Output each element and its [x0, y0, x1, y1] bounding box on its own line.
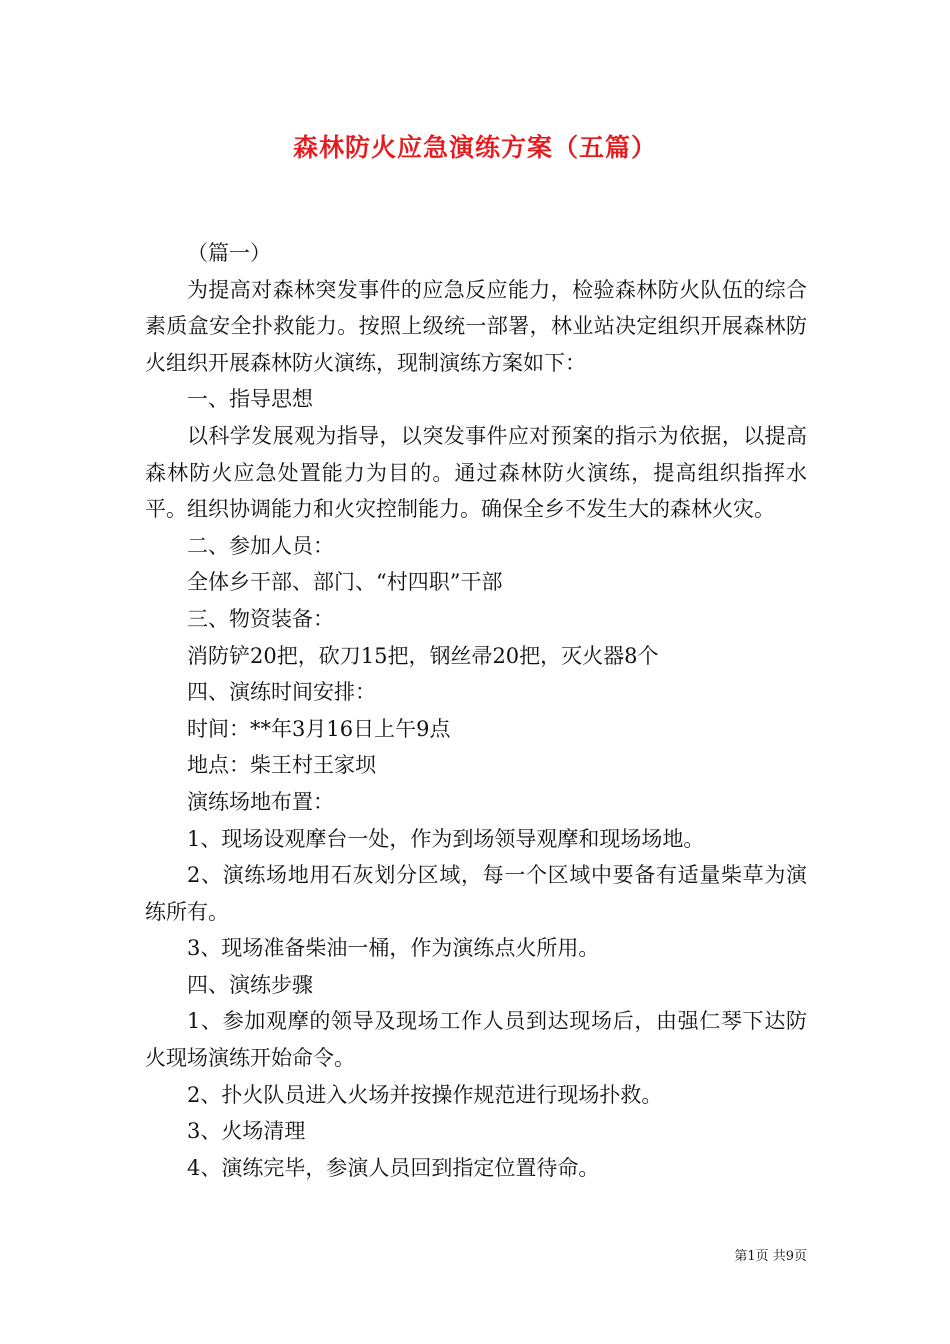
- list-item: 3、现场准备柴油一桶，作为演练点火所用。: [187, 936, 600, 961]
- list-item: 2、扑火队员进入火场并按操作规范进行现场扑救。: [187, 1082, 663, 1107]
- paragraph: （篇一）: [187, 241, 271, 265]
- page-footer: 第1页 共9页: [734, 1249, 807, 1264]
- section-heading: 四、演练步骤: [187, 972, 313, 997]
- list-item: 1、参加观摩的领导及现场工作人员到达现场后，由强仁琴下达防火现场演练开始命令。: [145, 1009, 807, 1071]
- paragraph: 消防铲20把，砍刀15把，钢丝帚20把，灭火器8个: [187, 643, 659, 668]
- section-heading: 一、指导思想: [187, 387, 313, 412]
- list-item: 3、火场清理: [187, 1119, 306, 1144]
- section-heading: 二、参加人员：: [187, 533, 334, 558]
- paragraph: 为提高对森林突发事件的应急反应能力，检验森林防火队伍的综合素质盒安全扑救能力。按照上级统一部署，林业站决定组织开展森林防火组织开展森林防火演练，现制演练方案如下：: [145, 277, 807, 375]
- list-item: 4、演练完毕，参演人员回到指定位置待命。: [187, 1155, 600, 1180]
- list-item: 1、现场设观摩台一处，作为到场领导观摩和现场场地。: [187, 826, 705, 851]
- paragraph: 时间：**年3月16日上午9点: [187, 716, 451, 741]
- paragraph: 地点：柴王村王家坝: [187, 753, 376, 778]
- list-item: 2、演练场地用石灰划分区域，每一个区域中要备有适量柴草为演练所有。: [145, 863, 807, 924]
- document-body: [145, 235, 807, 1186]
- paragraph: 全体乡干部、部门、“村四职”干部: [187, 570, 503, 595]
- document-title: 森林防火应急演练方案（五篇）: [292, 133, 657, 162]
- section-heading: 三、物资装备：: [187, 606, 334, 631]
- section-heading: 四、演练时间安排：: [187, 680, 376, 705]
- paragraph: 演练场地布置：: [187, 789, 334, 814]
- paragraph: 以科学发展观为指导，以突发事件应对预案的指示为依据，以提高森林防火应急处置能力为目的。通过森林防火演练，提高组织指挥水平。组织协调能力和火灾控制能力。确保全乡不发生大的森林火灾。: [145, 423, 807, 522]
